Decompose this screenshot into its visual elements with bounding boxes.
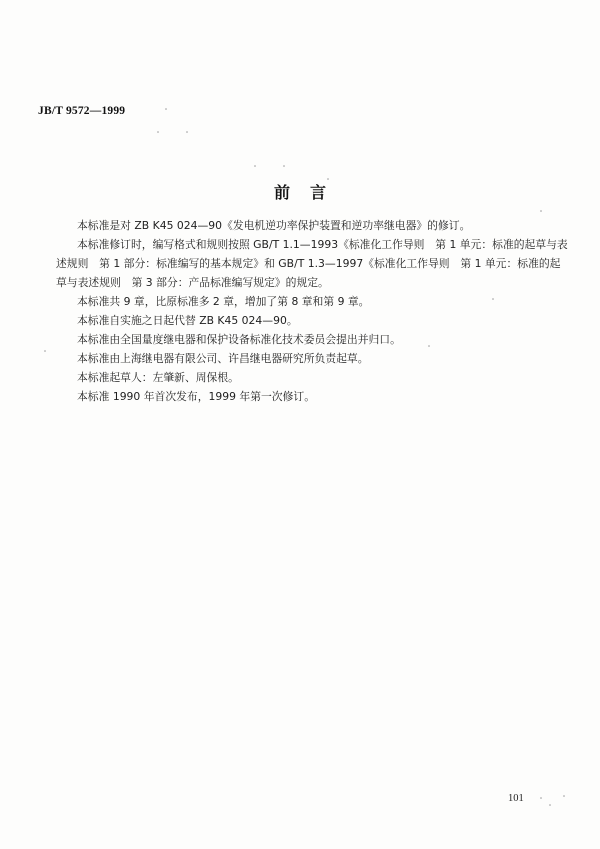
scan-speck <box>492 298 494 300</box>
scan-speck <box>254 165 256 167</box>
scan-speck <box>549 804 551 806</box>
scan-speck <box>186 131 188 133</box>
scan-speck <box>283 165 285 167</box>
scan-speck <box>157 131 159 133</box>
paragraph-drafted-by-orgs: 本标准由上海继电器有限公司、许昌继电器研究所负责起草。 <box>77 352 369 365</box>
paragraph-history: 本标准 1990 年首次发布，1999 年第一次修订。 <box>77 390 315 403</box>
scan-speck <box>563 795 565 797</box>
standard-code-header: JB/T 9572—1999 <box>38 105 126 117</box>
paragraph-chapters: 本标准共 9 章，比原标准多 2 章，增加了第 8 章和第 9 章。 <box>77 295 370 308</box>
scan-speck <box>540 797 542 799</box>
paragraph-revision-of: 本标准是对 ZB K45 024—90《发电机逆功率保护装置和逆功率继电器》的修订。 <box>77 219 471 232</box>
paragraph-drafters: 本标准起草人：左肇新、周保根。 <box>77 371 239 384</box>
paragraph-replaces: 本标准自实施之日起代替 ZB K45 024—90。 <box>77 314 298 327</box>
paragraph-drafting-rules: 本标准修订时，编写格式和规则按照 GB/T 1.1—1993《标准化工作导则 第 1 单元：标准的起草与表述规则 第 1 部分：标准编写的基本规定》和 GB/T 1.3—1997《标准化工作导则 第 1 单元：标准的起草与表述规则 第 3 部分：产品标准编写规定》的规定。 <box>56 238 568 289</box>
scan-speck <box>540 210 542 212</box>
page-title-foreword: 前言 <box>273 183 346 202</box>
scan-speck <box>165 108 167 110</box>
page-number: 101 <box>508 793 524 804</box>
paragraph-proposed-by: 本标准由全国量度继电器和保护设备标准化技术委员会提出并归口。 <box>77 333 401 346</box>
scan-speck <box>327 178 329 180</box>
scan-speck <box>428 345 430 347</box>
scan-speck <box>44 350 46 352</box>
foreword-body <box>56 216 568 406</box>
